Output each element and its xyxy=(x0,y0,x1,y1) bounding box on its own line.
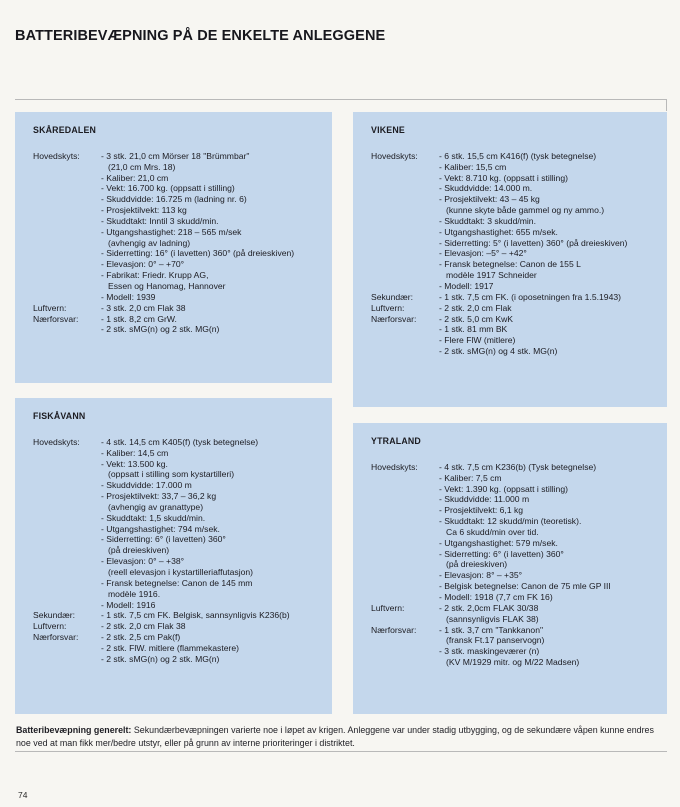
panel-fiskavann xyxy=(15,398,332,714)
spec-item-continuation: (sannsynligvis FLAK 38) xyxy=(446,613,539,624)
spec-item: - 3 stk. 2,0 cm Flak 38 xyxy=(101,303,326,314)
spec-item: - Siderretting: 5° (i lavetten) 360° (på dreieskiven) xyxy=(439,238,661,249)
spec-label: Nærforsvar: xyxy=(371,624,417,635)
spec-item: - Fransk betegnelse: Canon de 145 mm xyxy=(101,578,326,589)
spec-item: - Flere FlW (mitlere) xyxy=(439,335,661,346)
spec-item: - Vekt: 8.710 kg. (oppsatt i stilling) xyxy=(439,173,661,184)
footer-divider xyxy=(15,751,667,752)
spec-item: - 4 stk. 14,5 cm K405(f) (tysk betegnelse) xyxy=(101,437,326,448)
spec-row xyxy=(33,151,332,303)
spec-row xyxy=(371,303,667,314)
spec-item: - Siderretting: 6° (i lavetten) 360° xyxy=(439,549,661,560)
spec-item-continuation: modèle 1917 Schneider xyxy=(446,270,537,281)
spec-row xyxy=(33,621,332,632)
panel-title: VIKENE xyxy=(371,125,405,135)
page-number: 74 xyxy=(18,790,28,800)
spec-item: - 2 stk. 2,0 cm Flak xyxy=(439,303,661,314)
spec-item: - Belgisk betegnelse: Canon de 75 mle GP III xyxy=(439,581,661,592)
spec-item-continuation: (kunne skyte både gammel og ny ammo.) xyxy=(446,205,605,216)
spec-item-continuation: (på dreieskiven) xyxy=(108,545,170,556)
spec-item: - 1 stk. 3,7 cm "Tankkanon" xyxy=(439,625,661,636)
spec-row xyxy=(33,303,332,314)
spec-label: Sekundær: xyxy=(371,291,414,302)
spec-row xyxy=(371,603,667,625)
spec-label: Luftvern: xyxy=(33,621,67,632)
spec-item-continuation: Essen og Hanomag, Hannover xyxy=(108,280,226,291)
spec-item: - Kaliber: 21,0 cm xyxy=(101,173,326,184)
spec-item: - Prosjektilvekt: 6,1 kg xyxy=(439,505,661,516)
spec-item: - Vekt: 13.500 kg. xyxy=(101,459,326,470)
spec-item: - 3 stk. maskingeværer (n) xyxy=(439,646,661,657)
spec-label: Hovedskyts: xyxy=(371,461,418,472)
spec-label: Luftvern: xyxy=(33,302,67,313)
spec-row xyxy=(33,610,332,621)
spec-item: - Skuddvidde: 16.725 m (ladning nr. 6) xyxy=(101,194,326,205)
spec-row xyxy=(371,314,667,357)
spec-item: - Elevasjon: 0° – +70° xyxy=(101,259,326,270)
spec-items xyxy=(101,303,332,314)
spec-item: - Utgangshastighet: 655 m/sek. xyxy=(439,227,661,238)
spec-item-continuation: (fransk Ft.17 panservogn) xyxy=(446,635,545,646)
spec-item: - Kaliber: 15,5 cm xyxy=(439,162,661,173)
spec-row xyxy=(371,625,667,668)
spec-items xyxy=(439,303,667,314)
spec-item: - Prosjektilvekt: 43 – 45 kg xyxy=(439,194,661,205)
spec-item-continuation: (oppsatt i stilling som kystartilleri) xyxy=(108,469,235,480)
spec-item: - Fransk betegnelse: Canon de 155 L xyxy=(439,259,661,270)
spec-items xyxy=(439,292,667,303)
spec-label: Nærforsvar: xyxy=(371,313,417,324)
spec-item: - 2 stk. 2,5 cm Pak(f) xyxy=(101,632,326,643)
footnote-lead: Batteribevæpning generelt: xyxy=(16,725,132,735)
spec-item: - Modell: 1939 xyxy=(101,292,326,303)
spec-item: - Utgangshastighet: 794 m/sek. xyxy=(101,524,326,535)
spec-item: - 2 stk. sMG(n) og 2 stk. MG(n) xyxy=(101,324,326,335)
spec-label: Sekundær: xyxy=(33,610,76,621)
spec-item: - 2 stk. FlW. mitlere (flammekastere) xyxy=(101,643,326,654)
spec-item: - Kaliber: 14,5 cm xyxy=(101,448,326,459)
footnote xyxy=(16,724,666,749)
spec-item-continuation: (KV M/1929 mitr. og M/22 Madsen) xyxy=(446,657,580,668)
spec-item-continuation: (21,0 cm Mrs. 18) xyxy=(108,161,176,172)
footnote-text: Sekundærbevæpningen varierte noe i løpet av krigen. Anleggene var under stadig utbygging, og de sekundære våpen kunne endres noe ved at man fikk mer/bedre utstyr, eller på grunn av interne prioriteringer i distriktet. xyxy=(16,725,654,748)
spec-item: - 4 stk. 7,5 cm K236(b) (Tysk betegnelse) xyxy=(439,462,661,473)
spec-item: - Elevasjon: 8° – +35° xyxy=(439,570,661,581)
spec-item: - 3 stk. 21,0 cm Mörser 18 "Brümmbar" xyxy=(101,151,326,162)
spec-item: - Modell: 1918 (7,7 cm FK 16) xyxy=(439,592,661,603)
spec-item: - Skuddtakt: 1,5 skudd/min. xyxy=(101,513,326,524)
spec-item: - Kaliber: 7,5 cm xyxy=(439,473,661,484)
panel-title: FISKÅVANN xyxy=(33,411,86,421)
spec-row xyxy=(371,151,667,292)
spec-items xyxy=(439,314,667,357)
spec-item-continuation: (på dreieskiven) xyxy=(446,559,508,570)
spec-item: - 6 stk. 15,5 cm K416(f) (tysk betegnelse) xyxy=(439,151,661,162)
spec-item: - Prosjektilvekt: 113 kg xyxy=(101,205,326,216)
spec-item-continuation: (avhengig av ladning) xyxy=(108,237,191,248)
spec-items xyxy=(101,437,332,611)
spec-item: - Skuddvidde: 11.000 m xyxy=(439,494,661,505)
panel-ytraland xyxy=(353,423,667,714)
spec-item: - 1 stk. 7,5 cm FK. Belgisk, sannsynligvis K236(b) xyxy=(101,610,326,621)
header-divider xyxy=(15,99,667,100)
spec-label: Nærforsvar: xyxy=(33,313,79,324)
spec-items xyxy=(101,610,332,621)
spec-item: - Skuddtakt: 3 skudd/min. xyxy=(439,216,661,227)
spec-item-continuation: (avhengig av granattype) xyxy=(108,501,204,512)
panel-skaredalen xyxy=(15,112,332,383)
spec-items xyxy=(101,314,332,336)
spec-item-continuation: (reell elevasjon i kystartilleriaffutasjon) xyxy=(108,566,254,577)
spec-item: - Fabrikat: Friedr. Krupp AG, xyxy=(101,270,326,281)
panel-vikene xyxy=(353,112,667,407)
spec-label: Hovedskyts: xyxy=(371,150,418,161)
spec-item: - 1 stk. 81 mm BK xyxy=(439,324,661,335)
spec-item: - Vekt: 1.390 kg. (oppsatt i stilling) xyxy=(439,484,661,495)
spec-item: - Vekt: 16.700 kg. (oppsatt i stilling) xyxy=(101,183,326,194)
spec-item: - 1 stk. 7,5 cm FK. (i oposetningen fra 1.5.1943) xyxy=(439,292,661,303)
spec-row xyxy=(371,292,667,303)
header-divider-tick xyxy=(666,99,667,111)
spec-row xyxy=(371,462,667,603)
spec-item-continuation: modèle 1916. xyxy=(108,588,161,599)
spec-item: - Prosjektilvekt: 33,7 – 36,2 kg xyxy=(101,491,326,502)
spec-row xyxy=(33,314,332,336)
spec-item: - 2 stk. sMG(n) og 4 stk. MG(n) xyxy=(439,346,661,357)
spec-item: - Elevasjon: 0° – +38° xyxy=(101,556,326,567)
spec-items xyxy=(439,151,667,292)
spec-label: Hovedskyts: xyxy=(33,150,80,161)
spec-item: - 2 stk. 2,0 cm Flak 38 xyxy=(101,621,326,632)
spec-item: - 2 stk. sMG(n) og 2 stk. MG(n) xyxy=(101,654,326,665)
spec-item: - 2 stk. 2,0cm FLAK 30/38 xyxy=(439,603,661,614)
spec-item-continuation: Ca 6 skudd/min over tid. xyxy=(446,526,539,537)
spec-items xyxy=(101,151,332,303)
spec-item: - Elevasjon: –5° – +42° xyxy=(439,248,661,259)
spec-items xyxy=(439,625,667,668)
spec-item: - Skuddvidde: 14.000 m. xyxy=(439,183,661,194)
spec-item: - Skuddvidde: 17.000 m xyxy=(101,480,326,491)
spec-item: - Siderretting: 16° (i lavetten) 360° (på dreieskiven) xyxy=(101,248,326,259)
spec-row xyxy=(33,632,332,665)
spec-items xyxy=(101,621,332,632)
spec-label: Nærforsvar: xyxy=(33,632,79,643)
spec-item: - Siderretting: 6° (i lavetten) 360° xyxy=(101,534,326,545)
spec-item: - 2 stk. 5,0 cm KwK xyxy=(439,314,661,325)
spec-item: - Skuddtakt: Inntil 3 skudd/min. xyxy=(101,216,326,227)
spec-label: Luftvern: xyxy=(371,302,405,313)
spec-item: - 1 stk. 8,2 cm GrW. xyxy=(101,314,326,325)
panel-title: YTRALAND xyxy=(371,436,421,446)
spec-item: - Skuddtakt: 12 skudd/min (teoretisk). xyxy=(439,516,661,527)
spec-item: - Modell: 1917 xyxy=(439,281,661,292)
spec-item: - Utgangshastighet: 218 – 565 m/sek xyxy=(101,227,326,238)
page-title: BATTERIBEVÆPNING PÅ DE ENKELTE ANLEGGENE xyxy=(15,28,386,44)
spec-label: Hovedskyts: xyxy=(33,436,80,447)
spec-item: - Modell: 1916 xyxy=(101,600,326,611)
spec-item: - Utgangshastighet: 579 m/sek. xyxy=(439,538,661,549)
spec-label: Luftvern: xyxy=(371,602,405,613)
spec-items xyxy=(101,632,332,665)
spec-items xyxy=(439,462,667,603)
panel-title: SKÅREDALEN xyxy=(33,125,97,135)
spec-items xyxy=(439,603,667,625)
spec-row xyxy=(33,437,332,611)
